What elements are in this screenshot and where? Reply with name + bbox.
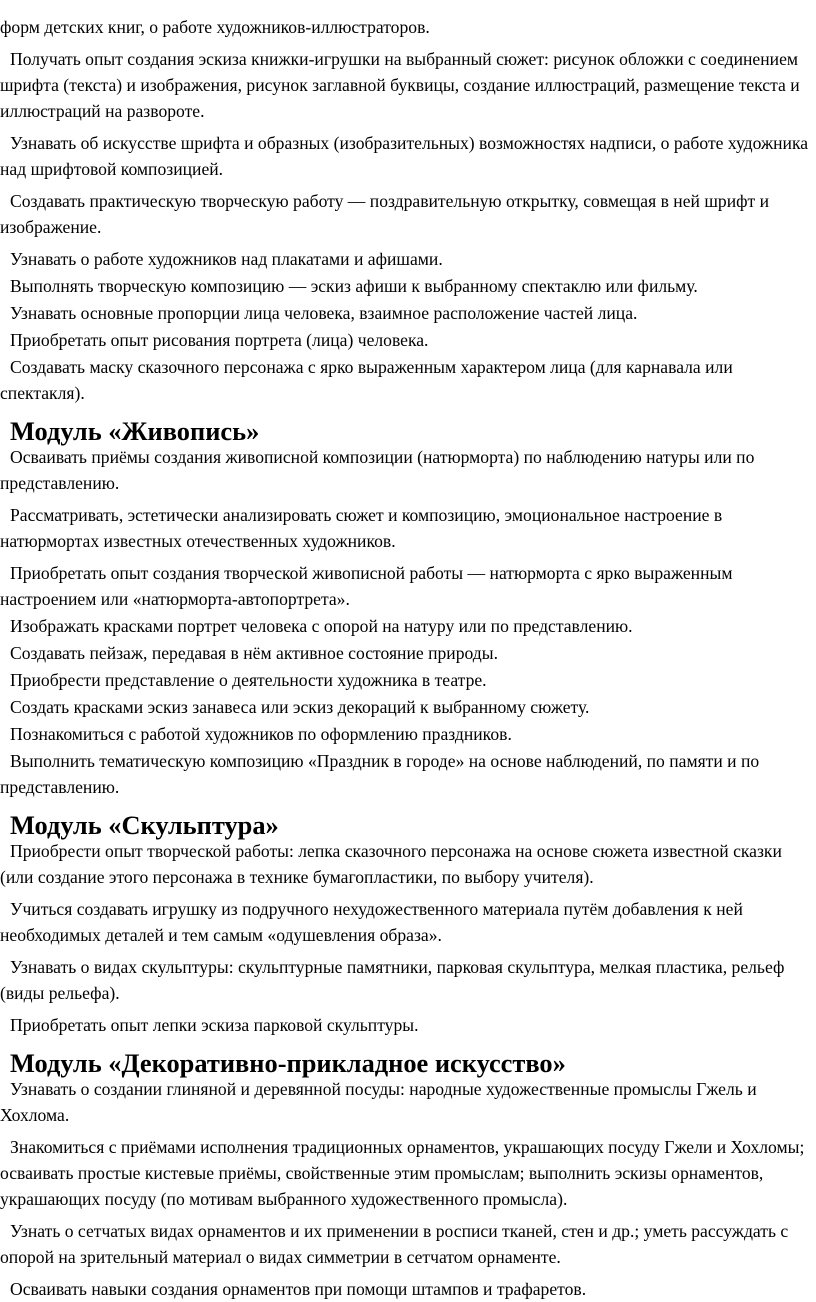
paragraph: Узнавать о создании глиняной и деревянной посуды: народные художественные промыслы Гжель и Хохлома. xyxy=(0,1079,757,1125)
module-heading: Модуль «Декоративно-прикладное искусство» xyxy=(10,1048,566,1078)
paragraph: Узнавать о видах скульптуры: скульптурные памятники, парковая скульптура, мелкая пластика, рельеф (виды рельефа). xyxy=(0,957,785,1003)
paragraph: Выполнить тематическую композицию «Праздник в городе» на основе наблюдений, по памяти и по представлению. xyxy=(0,751,760,797)
paragraph: Создать красками эскиз занавеса или эскиз декораций к выбранному сюжету. xyxy=(10,697,590,717)
module-heading: Модуль «Скульптура» xyxy=(10,810,279,840)
paragraph: форм детских книг, о работе художников-иллюстраторов. xyxy=(0,17,430,37)
paragraph: Создавать пейзаж, передавая в нём активное состояние природы. xyxy=(10,643,498,663)
paragraph: Узнавать об искусстве шрифта и образных (изобразительных) возможностях надписи, о работе художника над шрифтовой композицией. xyxy=(0,133,809,179)
paragraph: Приобрести представление о деятельности художника в театре. xyxy=(10,670,487,690)
paragraph: Выполнять творческую композицию — эскиз афиши к выбранному спектаклю или фильму. xyxy=(10,276,698,296)
paragraph: Узнавать о работе художников над плакатами и афишами. xyxy=(10,249,443,269)
intro-section xyxy=(0,14,816,406)
paragraph: Создавать практическую творческую работу — поздравительную открытку, совмещая в ней шрифт и изображение. xyxy=(0,191,770,237)
module-heading: Модуль «Живопись» xyxy=(10,416,260,446)
paragraph: Приобретать опыт лепки эскиза парковой скульптуры. xyxy=(10,1015,419,1035)
paragraph: Приобретать опыт создания творческой живописной работы — натюрморта с ярко выраженным настроением или «натюрморта-автопортрета». xyxy=(0,563,733,609)
sculpture-module-section xyxy=(0,812,816,1038)
paragraph: Приобрести опыт творческой работы: лепка сказочного персонажа на основе сюжета известной сказки (или создание этого персонажа в технике бумагопластики, по выбору учителя). xyxy=(0,841,782,887)
paragraph: Создавать маску сказочного персонажа с ярко выраженным характером лица (для карнавала или спектакля). xyxy=(0,357,733,403)
paragraph: Узнать о сетчатых видах орнаментов и их применении в росписи тканей, стен и др.; уметь рассуждать с опорой на зрительный материал о видах симметрии в сетчатом орнаменте. xyxy=(0,1221,789,1267)
paragraph: Познакомиться с работой художников по оформлению праздников. xyxy=(10,724,512,744)
painting-module-section xyxy=(0,418,816,800)
paragraph: Осваивать приёмы создания живописной композиции (натюрморта) по наблюдению натуры или по представлению. xyxy=(0,447,755,493)
decorative-module-section xyxy=(0,1050,816,1302)
paragraph: Осваивать навыки создания орнаментов при помощи штампов и трафаретов. xyxy=(10,1279,587,1299)
paragraph: Рассматривать, эстетически анализировать сюжет и композицию, эмоциональное настроение в натюрмортах известных отечественных художников. xyxy=(0,505,723,551)
paragraph: Узнавать основные пропорции лица человека, взаимное расположение частей лица. xyxy=(10,303,638,323)
paragraph: Знакомиться с приёмами исполнения традиционных орнаментов, украшающих посуду Гжели и Хохломы; осваивать простые кистевые приёмы, свойственные этим промыслам; выполнить эскизы орнаментов, украшающих посуду (по мотивам выбранного художественного промысла). xyxy=(0,1137,805,1209)
paragraph: Учиться создавать игрушку из подручного нехудожественного материала путём добавления к ней необходимых деталей и тем самым «одушевления образа». xyxy=(0,899,743,945)
paragraph: Приобретать опыт рисования портрета (лица) человека. xyxy=(10,330,429,350)
paragraph: Изображать красками портрет человека с опорой на натуру или по представлению. xyxy=(10,616,633,636)
paragraph: Получать опыт создания эскиза книжки-игрушки на выбранный сюжет: рисунок обложки с соединением шрифта (текста) и изображения, рисунок заглавной буквицы, создание иллюстраций, размещение текста и иллюстраций на развороте. xyxy=(0,49,800,121)
